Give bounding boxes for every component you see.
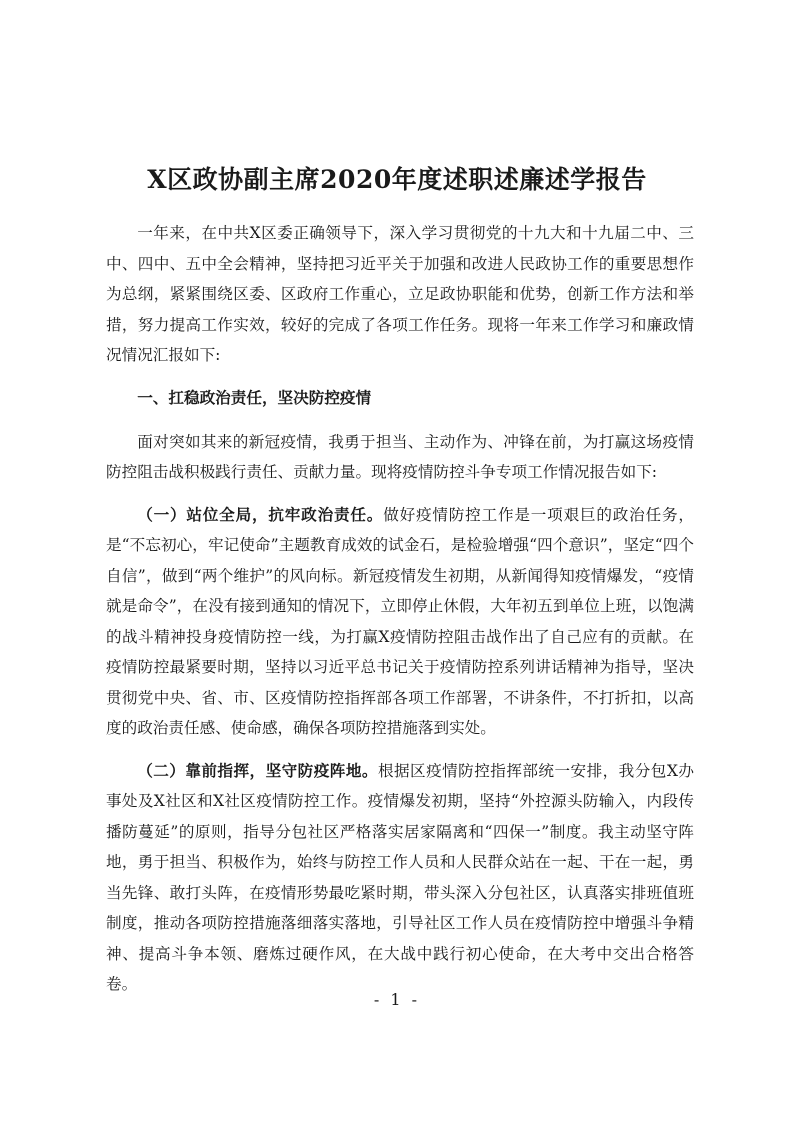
subsection-2-lead: （二）靠前指挥，坚守防疫阵地。	[137, 761, 378, 780]
subsection-1-lead: （一）站位全局，抗牢政治责任。	[137, 505, 384, 524]
subsection-2-paragraph	[106, 756, 694, 1000]
document-body	[106, 218, 694, 1012]
section-heading-1: 一、扛稳政治责任，坚决防控疫情	[137, 388, 372, 407]
section-1-intro-paragraph: 面对突如其来的新冠疫情，我勇于担当、主动作为、冲锋在前，为打赢这场疫情防控阻击战积极践行责任、贡献力量。现将疫情防控斗争专项工作情况报告如下:	[106, 432, 694, 481]
subsection-2-body: 根据区疫情防控指挥部统一安排，我分包X办事处及X社区和X社区疫情防控工作。疫情爆发初期，坚持“外控源头防输入，内段传播防蔓延”的原则，指导分包社区严格落实居家隔离和“四保一”制度。我主动坚守阵地，勇于担当、积极作为，始终与防控工作人员和人民群众站在一起、干在一起，勇当先锋、敢打头阵，在疫情形势最吃紧时期，带头深入分包社区，认真落实排班值班制度，推动各项防控措施落细落实落地，引导社区工作人员在疫情防控中增强斗争精神、提高斗争本领、磨炼过硬作风，在大战中践行初心使命，在大考中交出合格答卷。	[106, 761, 694, 993]
intro-paragraph: 一年来，在中共X区委正确领导下，深入学习贯彻党的十九大和十九届二中、三中、四中、五中全会精神，坚持把习近平关于加强和改进人民政协工作的重要思想作为总纲，紧紧围绕区委、区政府工作重心，立足政协职能和优势，创新工作方法和举措，努力提高工作实效，较好的完成了各项工作任务。现将一年来工作学习和廉政情况情况汇报如下:	[106, 224, 694, 364]
page-number: - 1 -	[373, 990, 421, 1009]
document-title: X区政协副主席2020年度述职述廉述学报告	[147, 165, 647, 194]
subsection-1-paragraph	[106, 500, 694, 744]
subsection-1-body: 做好疫情防控工作是一项艰巨的政治任务，是“不忘初心，牢记使命”主题教育成效的试金石，是检验增强“四个意识”，坚定“四个自信”，做到“两个维护”的风向标。新冠疫情发生初期，从新闻得知疫情爆发，“疫情就是命令”，在没有接到通知的情况下，立即停止休假，大年初五到单位上班，以饱满的战斗精神投身疫情防控一线，为打赢X疫情防控阻击战作出了自己应有的贡献。在疫情防控最紧要时期，坚持以习近平总书记关于疫情防控系列讲话精神为指导，坚决贯彻党中央、省、市、区疫情防控指挥部各项工作部署，不讲条件，不打折扣，以高度的政治责任感、使命感，确保各项防控措施落到实处。	[106, 505, 694, 737]
